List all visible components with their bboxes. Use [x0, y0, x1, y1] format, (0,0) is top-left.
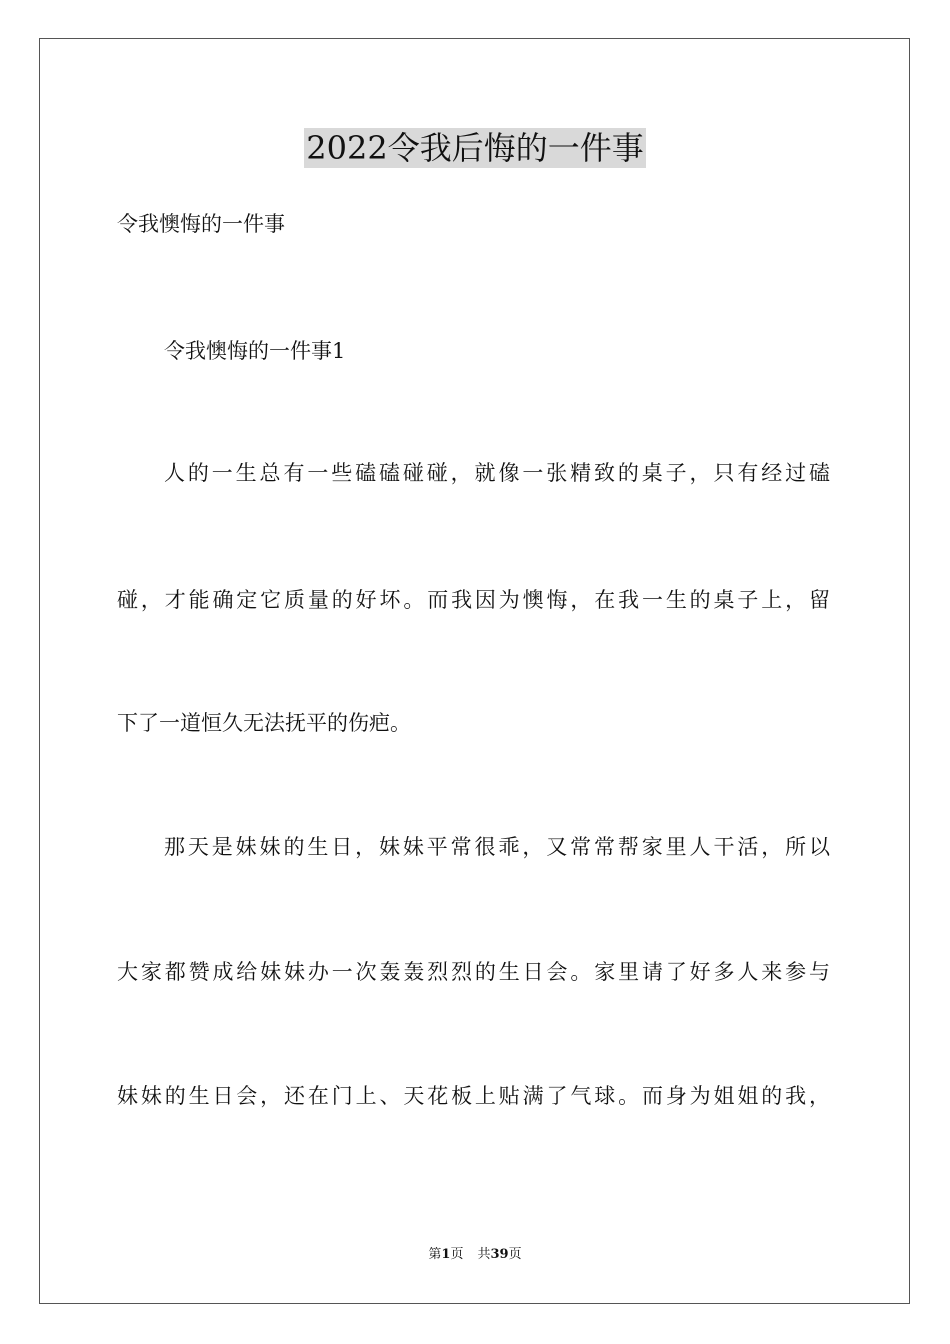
- paragraph-line: 下了一道恒久无法抚平的伤疤。: [117, 711, 411, 735]
- footer-total-pages: 39: [490, 1247, 509, 1262]
- paragraph-line: 妹妹的生日会，还在门上、天花板上贴满了气球。而身为姐姐的我，: [117, 1084, 830, 1108]
- footer-total-prefix: 共: [477, 1247, 491, 1262]
- subsection-heading: 令我懊悔的一件事1: [164, 339, 346, 363]
- section-heading: 令我懊悔的一件事: [117, 212, 285, 236]
- page-footer: [0, 1246, 950, 1264]
- footer-page-suffix: 页: [450, 1247, 464, 1262]
- title-container: [0, 128, 950, 168]
- document-title: 2022令我后悔的一件事: [306, 129, 644, 167]
- footer-total-suffix: 页: [508, 1247, 522, 1262]
- footer-page-number: 1: [441, 1247, 451, 1262]
- paragraph-line: 大家都赞成给妹妹办一次轰轰烈烈的生日会。家里请了好多人来参与: [117, 960, 830, 984]
- paragraph-line: 碰，才能确定它质量的好坏。而我因为懊悔，在我一生的桌子上，留: [117, 588, 830, 612]
- footer-page-prefix: 第: [428, 1247, 442, 1262]
- paragraph-line: 人的一生总有一些磕磕碰碰，就像一张精致的桌子，只有经过磕: [164, 461, 830, 485]
- paragraph-line: 那天是妹妹的生日，妹妹平常很乖，又常常帮家里人干活，所以: [164, 835, 830, 859]
